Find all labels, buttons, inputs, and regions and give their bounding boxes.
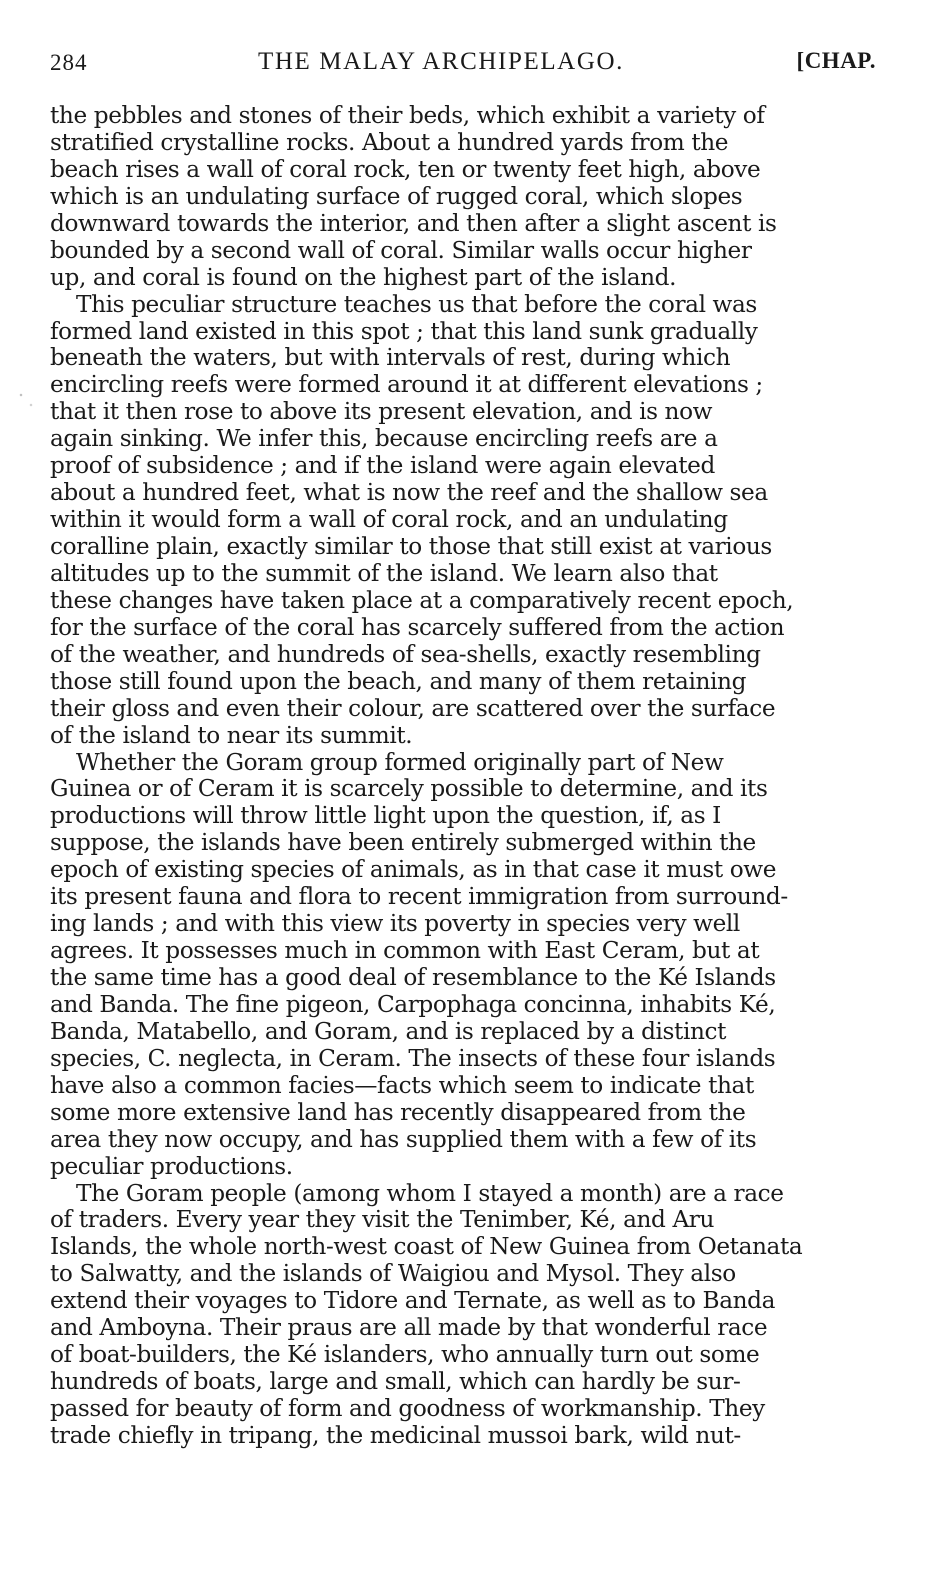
- text-line: agrees. It possesses much in common with East Ceram, but at: [50, 937, 760, 965]
- chapter-mark: [CHAP.: [796, 48, 876, 73]
- text-line: suppose, the islands have been entirely submerged within the: [50, 829, 756, 857]
- text-line: those still found upon the beach, and many of them retaining: [50, 667, 747, 695]
- text-line: and Amboyna. Their praus are all made by that wonderful race: [50, 1314, 768, 1342]
- text-line: these changes have taken place at a comparatively recent epoch,: [50, 586, 794, 614]
- text-line: beneath the waters, but with intervals of rest, during which: [50, 344, 731, 372]
- text-line: again sinking. We infer this, because encircling reefs are a: [50, 425, 718, 453]
- text-line: extend their voyages to Tidore and Ternate, as well as to Banda: [50, 1287, 776, 1315]
- text-line: Guinea or of Ceram it is scarcely possible to determine, and its: [50, 775, 768, 803]
- text-line: downward towards the interior, and then after a slight ascent is: [50, 209, 777, 237]
- text-line: beach rises a wall of coral rock, ten or twenty feet high, above: [50, 155, 761, 183]
- text-line: about a hundred feet, what is now the reef and the shallow sea: [50, 479, 768, 507]
- text-line: have also a common facies—facts which seem to indicate that: [50, 1071, 754, 1099]
- text-line: their gloss and even their colour, are scattered over the surface: [50, 694, 776, 722]
- body-text: [50, 103, 878, 1450]
- text-line: Islands, the whole north-west coast of New Guinea from Oetanata: [50, 1233, 803, 1261]
- text-line: and Banda. The fine pigeon, Carpophaga concinna, inhabits Ké,: [50, 990, 776, 1018]
- text-line: proof of subsidence ; and if the island were again elevated: [50, 452, 715, 480]
- paragraph-start-line: The Goram people (among whom I stayed a month) are a race: [76, 1179, 784, 1207]
- paragraph-start-line: Whether the Goram group formed originally part of New: [76, 748, 724, 776]
- page-number: 284: [50, 50, 88, 75]
- text-line: peculiar productions.: [50, 1152, 293, 1180]
- text-line: altitudes up to the summit of the island. We learn also that: [50, 559, 718, 587]
- text-line: for the surface of the coral has scarcely suffered from the action: [50, 613, 785, 641]
- text-line: of the weather, and hundreds of sea-shells, exactly resembling: [50, 640, 761, 668]
- text-line: the same time has a good deal of resemblance to the Ké Islands: [50, 964, 776, 991]
- text-line: of the island to near its summit.: [50, 721, 413, 749]
- text-line: ing lands ; and with this view its poverty in species very well: [50, 910, 740, 938]
- text-line: productions will throw little light upon the question, if, as I: [50, 802, 721, 830]
- text-line: of boat-builders, the Ké islanders, who annually turn out some: [50, 1341, 760, 1369]
- text-line: species, C. neglecta, in Ceram. The insects of these four islands: [50, 1044, 776, 1072]
- text-line: to Salwatty, and the islands of Waigiou and Mysol. They also: [50, 1260, 736, 1288]
- text-line: epoch of existing species of animals, as in that case it must owe: [50, 856, 777, 884]
- paragraph-start-line: This peculiar structure teaches us that before the coral was: [76, 290, 757, 318]
- text-line: trade chiefly in tripang, the medicinal mussoi bark, wild nut-: [50, 1421, 741, 1449]
- text-line: some more extensive land has recently disappeared from the: [50, 1098, 746, 1126]
- text-line: coralline plain, exactly similar to those that still exist at various: [50, 533, 772, 560]
- text-line: Banda, Matabello, and Goram, and is replaced by a distinct: [50, 1017, 727, 1045]
- running-header: [50, 42, 880, 82]
- text-line: which is an undulating surface of rugged coral, which slopes: [50, 182, 743, 210]
- text-line: up, and coral is found on the highest part of the island.: [50, 263, 677, 291]
- text-line: within it would form a wall of coral rock, and an undulating: [50, 506, 728, 534]
- paper-speckle: [4, 380, 34, 410]
- text-line: its present fauna and flora to recent immigration from surround-: [50, 883, 788, 911]
- text-line: the pebbles and stones of their beds, which exhibit a variety of: [50, 102, 765, 129]
- text-line: that it then rose to above its present elevation, and is now: [50, 398, 713, 426]
- running-title: THE MALAY ARCHIPELAGO.: [258, 48, 624, 75]
- text-line: encircling reefs were formed around it at different elevations ;: [50, 371, 763, 399]
- text-line: area they now occupy, and has supplied them with a few of its: [50, 1125, 757, 1153]
- text-line: passed for beauty of form and goodness of workmanship. They: [50, 1395, 765, 1422]
- text-line: hundreds of boats, large and small, which can hardly be sur-: [50, 1368, 741, 1396]
- text-line: formed land existed in this spot ; that this land sunk gradually: [50, 317, 758, 345]
- text-line: stratified crystalline rocks. About a hundred yards from the: [50, 128, 729, 156]
- text-line: of traders. Every year they visit the Tenimber, Ké, and Aru: [50, 1206, 715, 1234]
- text-line: bounded by a second wall of coral. Similar walls occur higher: [50, 236, 752, 264]
